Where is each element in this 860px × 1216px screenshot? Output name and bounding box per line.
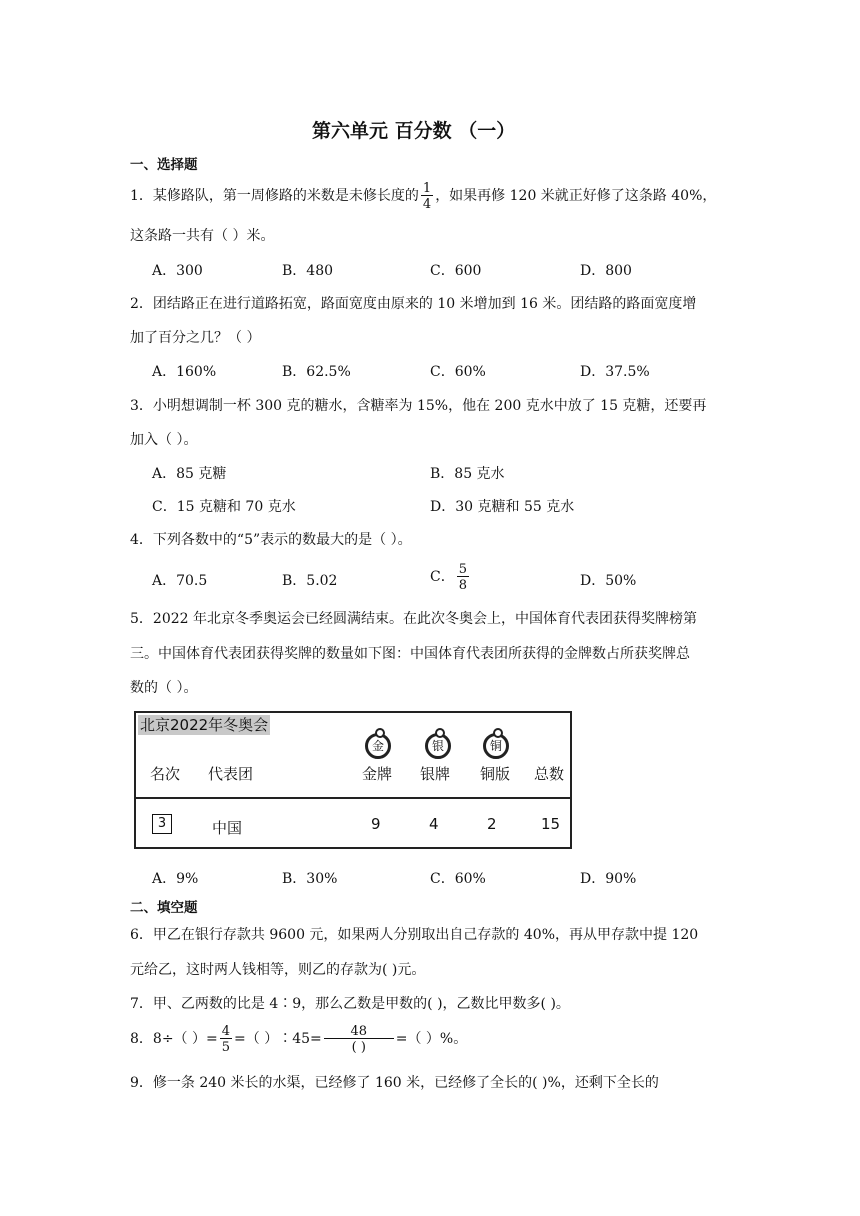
- q3-line-1: 3．小明想调制一杯 300 克的糖水，含糖率为 15%，他在 200 克水中放了 15 克糖，还要再: [130, 398, 707, 414]
- q1-text-b: ，如果再修 120 米就正好修了这条路 40%，: [435, 188, 717, 204]
- q2-option-b[interactable]: B．62.5%: [282, 364, 351, 380]
- header-silver: 银牌: [420, 765, 451, 783]
- row-bronze: 2: [487, 815, 497, 833]
- row-total: 15: [541, 815, 561, 833]
- q1-option-b[interactable]: B．480: [282, 263, 334, 279]
- header-gold: 金牌: [362, 765, 393, 783]
- header-bronze: 铜版: [480, 765, 511, 783]
- bronze-medal-char: 铜: [489, 739, 502, 753]
- fraction-numerator: 5: [458, 561, 467, 577]
- q5-line-3: 数的（ ）。: [130, 680, 198, 696]
- q2-line-2: 加了百分之几？（ ）: [130, 330, 261, 346]
- rank-box: 3: [152, 814, 172, 834]
- table-divider: [136, 797, 570, 799]
- q3-option-b[interactable]: B．85 克水: [430, 466, 505, 482]
- q2-option-d[interactable]: D．37.5%: [580, 364, 650, 380]
- silver-medal-char: 银: [431, 739, 444, 753]
- bronze-medal-icon: [483, 733, 509, 759]
- fraction-four-fifths: [220, 1025, 232, 1054]
- section-heading-choice: 一、选择题: [130, 157, 198, 173]
- fraction-denominator: 5: [221, 1039, 231, 1055]
- q6-line-1: 6．甲乙在银行存款共 9600 元，如果两人分别取出自己存款的 40%，再从甲存款中提 120: [130, 927, 699, 943]
- q3-line-2: 加入（ ）。: [130, 432, 198, 448]
- gold-medal-char: 金: [371, 739, 384, 753]
- q1-option-c[interactable]: C．600: [430, 263, 482, 279]
- row-silver: 4: [429, 815, 439, 833]
- q2-line-1: 2．团结路正在进行道路拓宽，路面宽度由原来的 10 米增加到 16 米。团结路的路面宽度增: [130, 296, 697, 312]
- q3-option-c[interactable]: C．15 克糖和 70 克水: [152, 499, 296, 515]
- q4-option-d[interactable]: D．50%: [580, 573, 637, 589]
- fraction-denominator-blank[interactable]: ( ): [351, 1039, 366, 1055]
- q8-part-a: 8．8÷（ ）=: [130, 1031, 218, 1047]
- medal-table-figure: [134, 711, 572, 849]
- banner-label: 北京2022年冬奥会: [140, 716, 269, 734]
- q1-option-a[interactable]: A．300: [152, 263, 203, 279]
- q4-option-c[interactable]: [430, 558, 471, 596]
- q8-part-b: =（ ）∶45=: [234, 1031, 322, 1047]
- q3-option-d[interactable]: D．30 克糖和 55 克水: [430, 499, 575, 515]
- q5-option-d[interactable]: D．90%: [580, 871, 637, 887]
- row-team: 中国: [212, 819, 243, 837]
- q4-option-b[interactable]: B．5.02: [282, 573, 338, 589]
- q4-option-a[interactable]: A．70.5: [152, 573, 208, 589]
- header-total: 总数: [534, 765, 565, 783]
- question-8: [130, 1017, 467, 1061]
- q8-part-c: =（ ）%。: [395, 1031, 468, 1047]
- fraction-numerator: 4: [221, 1023, 231, 1039]
- q6-line-2: 元给乙，这时两人钱相等，则乙的存款为( )元。: [130, 962, 426, 978]
- q3-option-a[interactable]: A．85 克糖: [152, 466, 227, 482]
- q7-line-1: 7．甲、乙两数的比是 4∶9，那么乙数是甲数的( )，乙数比甲数多( )。: [130, 996, 570, 1012]
- q4-line-1: 4．下列各数中的“5”表示的数最大的是（ ）。: [130, 532, 412, 548]
- fraction-one-quarter: [421, 182, 433, 211]
- q5-option-b[interactable]: B．30%: [282, 871, 338, 887]
- section-heading-fill: 二、填空题: [130, 900, 198, 916]
- q2-option-a[interactable]: A．160%: [152, 364, 217, 380]
- gold-medal-icon: [365, 733, 391, 759]
- q5-line-1: 5．2022 年北京冬季奥运会已经圆满结束。在此次冬奥会上，中国体育代表团获得奖牌榜第: [130, 611, 697, 627]
- fraction-five-eighths: [457, 563, 469, 592]
- fraction-numerator: 1: [422, 180, 432, 196]
- q4-option-c-label: C．: [430, 569, 455, 585]
- q1-option-d[interactable]: D．800: [580, 263, 632, 279]
- header-team: 代表团: [208, 765, 254, 783]
- row-gold: 9: [371, 815, 381, 833]
- fraction-48-blank: [324, 1025, 394, 1054]
- q5-line-2: 三。中国体育代表团获得奖牌的数量如下图：中国体育代表团所获得的金牌数占所获奖牌总: [130, 646, 690, 662]
- q1-line-2: 这条路一共有（ ）米。: [130, 228, 275, 244]
- fraction-denominator: 4: [422, 196, 432, 212]
- q9-line-1: 9．修一条 240 米长的水渠，已经修了 160 米，已经修了全长的( )%，还剩下全长的: [130, 1075, 659, 1091]
- page-title: 第六单元 百分数 （一）: [312, 120, 516, 142]
- q2-option-c[interactable]: C．60%: [430, 364, 486, 380]
- silver-medal-icon: [425, 733, 451, 759]
- header-rank: 名次: [150, 765, 181, 783]
- fraction-denominator: 8: [458, 577, 467, 593]
- fraction-numerator: 48: [324, 1025, 394, 1039]
- q5-option-a[interactable]: A．9%: [152, 871, 199, 887]
- q5-option-c[interactable]: C．60%: [430, 871, 486, 887]
- q1-text-a: 1．某修路队，第一周修路的米数是未修长度的: [130, 188, 419, 204]
